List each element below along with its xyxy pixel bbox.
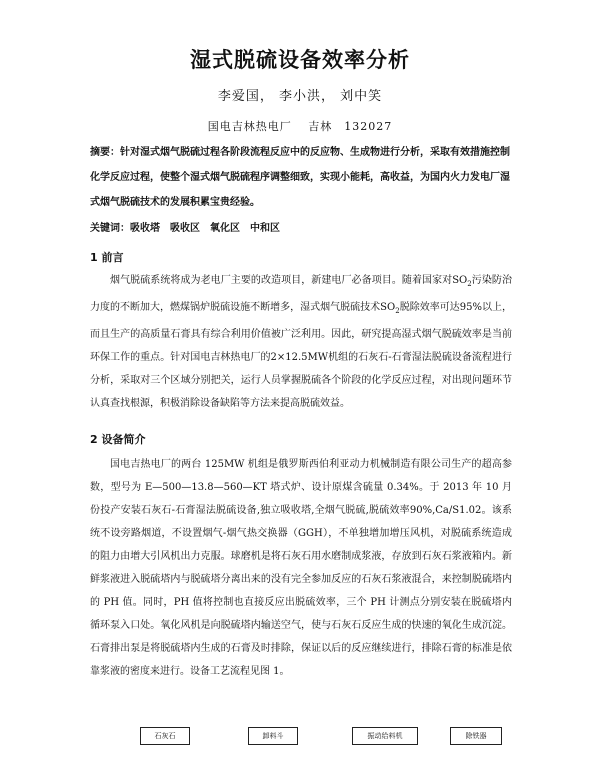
keywords (90, 219, 510, 234)
intro-sub-2: 2 (395, 307, 400, 315)
section-heading-equipment: 2 设备简介 (90, 433, 146, 446)
intro-sub-1: 2 (467, 280, 472, 288)
abstract-label: 摘要： (90, 147, 120, 158)
flow-box-hopper: 卸料斗 (248, 727, 298, 745)
section-heading-intro: 1 前言 (90, 251, 124, 264)
intro-text-c: 脱除效率可达95%以上，而且生产的高质量石膏具有综合利用价值被广泛利用。因此，研究提高湿式烟气脱硫效率是当前环保工作的重点。针对国电吉林热电厂的2×12.5MW机组的石灰石-石膏湿法脱硫设备流程进行分析，采取对三个区域分别把关，运行人员掌握脱硫各个阶段的化学反应过程，对出现问题环节认真查找根源，积极消除设备缺陷等方法来提高脱硫效益。 (90, 302, 512, 409)
equipment-paragraph: 国电吉热电厂的两台 125MW 机组是俄罗斯西伯利亚动力机械制造有限公司生产的超高参数，型号为 E—500—13.8—560—KT 塔式炉、设计原煤含硫量 0.34%。于 2013 年 10 月份投产安装石灰石-石膏湿法脱硫设备,独立吸收塔,全烟气脱硫,脱硫效率90%,Ca/S1.02。该系统不设旁路烟道，不设置烟气-烟气热交换器（GGH），不单独增加增压风机，对脱硫系统造成的阻力由增大引风机出力克服。球磨机是将石灰石用水磨制成浆液，存放到石灰石浆液箱内。新鲜浆液进入脱硫塔内与脱硫塔分离出来的没有完全参加反应的石灰石浆液混合，来控制脱硫塔内的 PH 值。同时，PH 值将控制也直接反应出脱硫效率，三个 PH 计测点分别安装在脱硫塔内循环泵入口处。氧化风机是向脱硫塔内输送空气，使与石灰石反应生成的快速的氧化生成沉淀。石膏排出泵是将脱硫塔内生成的石膏及时排除，保证以后的反应继续进行，排除石膏的标准是依靠浆液的密度来进行。设备工艺流程见图 1。 (90, 459, 512, 677)
keywords-label: 关键词： (90, 223, 130, 234)
flow-box-limestone: 石灰石 (140, 727, 190, 745)
intro-paragraph (90, 269, 512, 415)
intro-text-b: 污染防治力度的不断加大，燃煤锅炉脱硫设施不断增多，湿式烟气脱硫技术SO (90, 275, 512, 313)
paper-title: 湿式脱硫设备效率分析 (190, 48, 410, 72)
intro-text-a: 烟气脱硫系统将成为老电厂主要的改造项目，新建电厂必备项目。随着国家对SO (110, 275, 468, 286)
keywords-text: 吸收塔 吸收区 氧化区 中和区 (130, 223, 280, 234)
affiliation: 国电吉林热电厂 吉林 132027 (207, 120, 393, 133)
abstract-text: 针对湿式烟气脱硫过程各阶段流程反应中的反应物、生成物进行分析，采取有效措施控制化学反应过程，使整个湿式烟气脱硫程序调整细致，实现小能耗，高收益，为国内火力发电厂湿式烟气脱硫技术的发展积累宝贵经验。 (90, 147, 510, 208)
flow-box-iron-remover: 除铁器 (450, 727, 502, 745)
abstract (90, 140, 510, 215)
flow-box-vibrating-feeder: 振动给料机 (352, 727, 418, 745)
process-flow-diagram (130, 727, 510, 747)
author-list: 李爱国， 李小洪， 刘中笑 (217, 89, 383, 104)
